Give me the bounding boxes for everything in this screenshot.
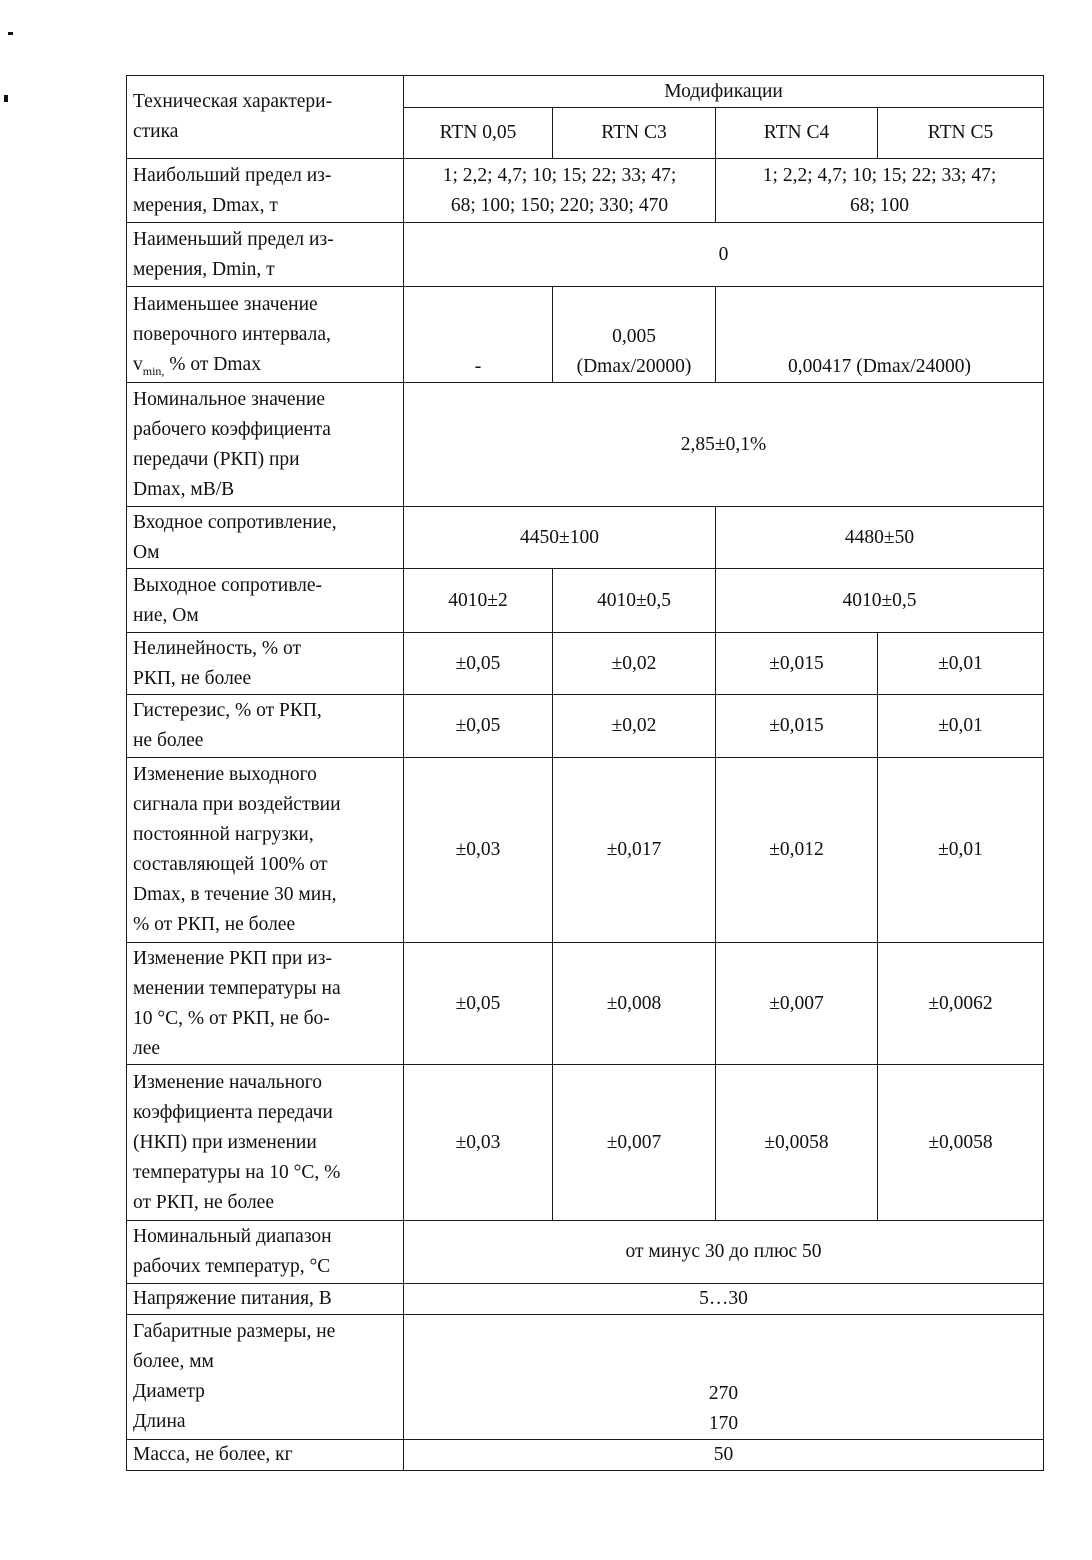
row-label [127, 223, 404, 287]
row-value-line: ±0,008 [606, 992, 662, 1014]
row-label-line: Dmax, мВ/В [133, 478, 235, 500]
row-label-line: от РКП, не более [133, 1191, 274, 1213]
header-model-rtn-c3: RTN C3 [553, 108, 716, 159]
header-row-1 [127, 76, 1044, 108]
table-row-vmin [127, 287, 1044, 383]
row-label [127, 695, 404, 758]
row-value [404, 507, 716, 569]
row-value [404, 1315, 1044, 1440]
row-value-line: 0,00417 (Dmax/24000) [787, 356, 972, 377]
row-value [716, 633, 878, 695]
row-value [716, 569, 1044, 633]
row-label [127, 1221, 404, 1284]
row-value [404, 1065, 553, 1221]
row-label-line: поверочного интервала, [133, 323, 331, 345]
row-value-line: ±0,0062 [928, 992, 993, 1014]
row-value-line: - [474, 356, 482, 377]
row-value [878, 695, 1044, 758]
row-value-line: 170 [708, 1413, 739, 1434]
row-label [127, 1440, 404, 1471]
table-row-supply-voltage [127, 1284, 1044, 1315]
row-value-line: ±0,03 [455, 1131, 501, 1153]
row-label-line: Наименьший предел из- [133, 228, 334, 250]
nu-symbol: v [133, 353, 143, 375]
row-value [404, 1284, 1044, 1315]
row-value [716, 943, 878, 1065]
row-label-line: ние, Ом [133, 604, 199, 626]
table-row-input-resistance [127, 507, 1044, 569]
row-label-line: Номинальный диапазон [133, 1226, 332, 1247]
row-value [553, 633, 716, 695]
row-value-line: ±0,015 [769, 652, 824, 674]
row-value-line: 5…30 [699, 1288, 748, 1309]
row-label-line: Изменение выходного [133, 764, 317, 785]
row-label [127, 1065, 404, 1221]
row-value-line: ±0,015 [769, 715, 824, 736]
row-label [127, 287, 404, 383]
row-value-line: от минус 30 до плюс 50 [625, 1241, 822, 1262]
row-label-line: мерения, Dmin, т [133, 258, 275, 280]
row-label-line: Входное сопротивление, [133, 511, 337, 533]
row-value [553, 758, 716, 943]
row-label-line: рабочего коэффициента [133, 418, 331, 440]
row-label-line: % от РКП, не более [133, 914, 296, 935]
row-label-line: Масса, не более, кг [133, 1444, 293, 1465]
header-model-rtn-c5: RTN C5 [878, 108, 1044, 159]
row-value-line: 1; 2,2; 4,7; 10; 15; 22; 33; 47; [442, 164, 677, 186]
row-value [553, 287, 716, 383]
margin-dot-mark [4, 95, 8, 102]
table-row-hysteresis [127, 695, 1044, 758]
row-label [127, 159, 404, 223]
row-label-text: % от Dmax [169, 353, 261, 375]
row-label-line: передачи (РКП) при [133, 448, 300, 470]
table-row-nonlinearity [127, 633, 1044, 695]
row-value-line: ±0,007 [606, 1131, 662, 1153]
row-value [404, 1440, 1044, 1471]
row-value-line: ±0,02 [611, 652, 657, 674]
row-value-line: 270 [708, 1383, 739, 1404]
row-value-line: 50 [713, 1444, 734, 1465]
header-model-rtn-c4: RTN C4 [716, 108, 878, 159]
row-value [716, 1065, 878, 1221]
row-value [404, 1221, 1044, 1284]
table-row-output-resistance [127, 569, 1044, 633]
row-label [127, 569, 404, 633]
row-value-line: 0,005 [612, 326, 656, 347]
row-label-line: Напряжение питания, В [133, 1288, 332, 1309]
row-value-line: 1; 2,2; 4,7; 10; 15; 22; 33; 47; [762, 164, 997, 186]
row-label-line: Наименьшее значение [133, 293, 318, 315]
row-label-line: лее [133, 1037, 161, 1059]
row-label-line: Габаритные размеры, не [133, 1321, 336, 1342]
row-value-line: 4480±50 [844, 526, 915, 548]
table-row-dmax [127, 159, 1044, 223]
row-value-line: ±0,03 [455, 839, 501, 860]
row-value [553, 943, 716, 1065]
table-row-creep [127, 758, 1044, 943]
table-row-rkp [127, 383, 1044, 507]
row-label [127, 383, 404, 507]
row-value-line: (Dmax/20000) [576, 356, 692, 377]
row-label [127, 633, 404, 695]
header-model-rtn-0-05: RTN 0,05 [404, 108, 553, 159]
row-label-line: Изменение РКП при из- [133, 947, 332, 969]
row-value [878, 633, 1044, 695]
table-row-nkp-temp-drift [127, 1065, 1044, 1221]
row-label-line: сигнала при воздействии [133, 794, 341, 815]
header-characteristic-line: стика [133, 121, 179, 142]
specifications-table [126, 75, 1044, 1471]
row-label-line: коэффициента передачи [133, 1101, 333, 1123]
row-label [127, 758, 404, 943]
table-row-temp-range [127, 1221, 1044, 1284]
row-label-line: Наибольший предел из- [133, 164, 332, 186]
row-value [716, 159, 1044, 223]
row-label [127, 507, 404, 569]
row-label-line: Гистерезис, % от РКП, [133, 700, 322, 721]
table-row-mass [127, 1440, 1044, 1471]
row-value-line: 4010±2 [448, 589, 508, 611]
row-label [127, 1284, 404, 1315]
row-label-line: Номинальное значение [133, 388, 326, 410]
row-value-line: ±0,05 [455, 992, 501, 1014]
row-value [878, 1065, 1044, 1221]
row-value-line: 4010±0,5 [596, 589, 672, 611]
row-label-line: Изменение начального [133, 1071, 323, 1093]
row-label-line: РКП, не более [133, 667, 252, 689]
row-value [878, 943, 1044, 1065]
table-row-rkp-temp-drift [127, 943, 1044, 1065]
row-label [127, 943, 404, 1065]
row-label-line: Нелинейность, % от [133, 637, 302, 659]
row-value [404, 223, 1044, 287]
row-value [553, 695, 716, 758]
header-characteristic [127, 76, 404, 159]
row-value [404, 758, 553, 943]
table-row-dimensions [127, 1315, 1044, 1440]
row-value-line: ±0,01 [938, 652, 983, 674]
row-value-line: ±0,05 [455, 652, 501, 674]
row-label-line: постоянной нагрузки, [133, 824, 314, 845]
row-value-line: ±0,02 [611, 715, 657, 736]
row-value-line: 0 [718, 243, 729, 265]
row-label-line: более, мм [133, 1351, 214, 1372]
nu-subscript: min, [142, 363, 165, 378]
row-label-line: менении температуры на [133, 977, 341, 999]
row-value [716, 695, 878, 758]
row-label-line: 10 °С, % от РКП, не бо- [133, 1007, 330, 1029]
row-value-line: ±0,01 [938, 839, 983, 860]
row-value-line: ±0,017 [606, 839, 662, 860]
row-label-line: (НКП) при изменении [133, 1131, 317, 1153]
row-label-line: составляющей 100% от [133, 854, 328, 875]
row-value [404, 383, 1044, 507]
row-value-line: 68; 100; 150; 220; 330; 470 [450, 194, 669, 216]
row-label-line: Длина [133, 1411, 186, 1432]
row-value [553, 569, 716, 633]
row-value-line: 68; 100 [850, 194, 910, 216]
row-label [127, 1315, 404, 1440]
row-label-line: рабочих температур, °С [133, 1256, 331, 1277]
row-value [404, 695, 553, 758]
row-value [404, 943, 553, 1065]
row-label-line: Ом [133, 541, 160, 563]
row-value-line: ±0,01 [938, 715, 983, 736]
table-row-dmin [127, 223, 1044, 287]
row-value-line: 4010±0,5 [842, 589, 917, 611]
row-value [716, 507, 1044, 569]
row-value [716, 287, 1044, 383]
row-label-line: не более [133, 730, 204, 751]
row-label-line: Dmax, в течение 30 мин, [133, 884, 337, 905]
header-modifications: Модификации [404, 76, 1044, 108]
row-value [404, 159, 716, 223]
row-value-line: ±0,0058 [928, 1131, 993, 1153]
header-characteristic-line: Техническая характери- [133, 91, 333, 112]
row-value-line: ±0,007 [769, 992, 824, 1014]
row-value [404, 569, 553, 633]
row-value-line: ±0,0058 [764, 1131, 829, 1153]
row-label-line: Выходное сопротивле- [133, 574, 323, 596]
row-value [404, 287, 553, 383]
row-value [878, 758, 1044, 943]
row-label-line: Диаметр [133, 1381, 205, 1402]
row-label-line [133, 350, 397, 380]
margin-dash-mark [8, 32, 13, 35]
row-value-line: 4450±100 [520, 526, 599, 548]
row-value [404, 633, 553, 695]
row-value [553, 1065, 716, 1221]
row-value [716, 758, 878, 943]
row-label-line: температуры на 10 °С, % [133, 1161, 341, 1183]
row-value-line: ±0,05 [455, 715, 501, 736]
row-value-line: ±0,012 [769, 839, 824, 860]
row-label-line: мерения, Dmax, т [133, 194, 278, 216]
row-value-line: 2,85±0,1% [680, 433, 767, 455]
